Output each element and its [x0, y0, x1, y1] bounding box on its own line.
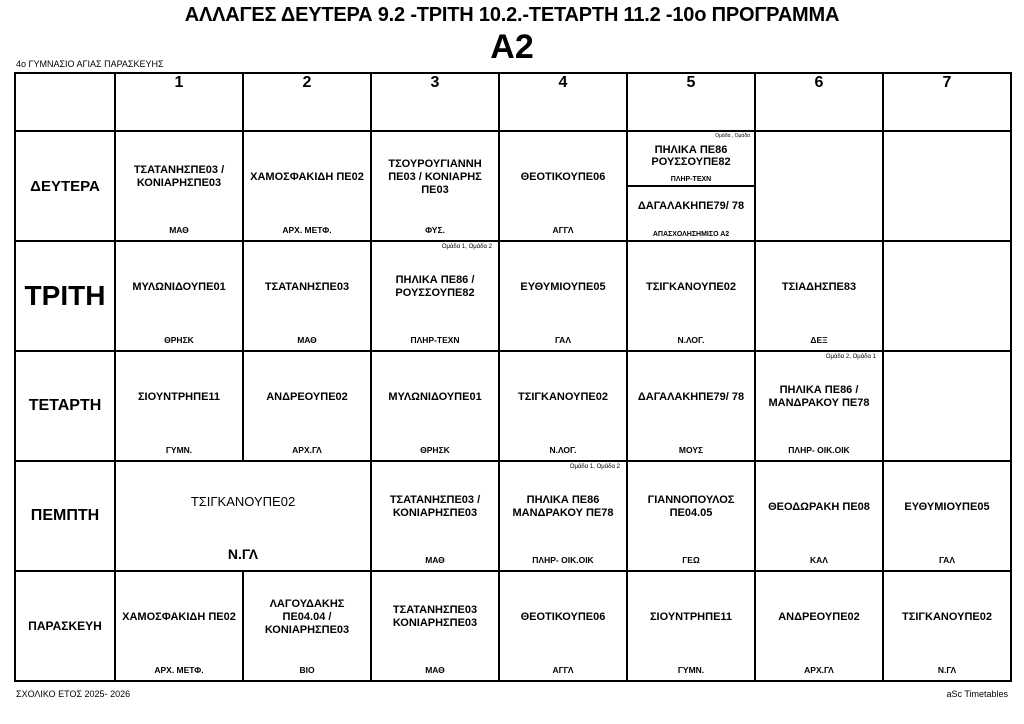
timetable [14, 72, 1012, 682]
lesson-cell [755, 241, 883, 351]
subject-name: ΑΡΧ. ΜΕΤΦ. [282, 225, 332, 235]
teacher-name: ΔΑΓΑΛΑΚΗΠΕ79/ 78 [637, 390, 745, 403]
lesson-cell [883, 461, 1011, 571]
header-row [15, 73, 1011, 131]
period-header-7: 7 [883, 73, 1011, 131]
teacher-name: ΤΣΙΓΚΑΝΟΥΠΕ02 [902, 610, 992, 623]
lesson-cell [883, 571, 1011, 681]
lesson-cell [371, 571, 499, 681]
teacher-name: ΤΣΙΓΚΑΝΟΥΠΕ02 [518, 390, 608, 403]
lesson-cell [115, 131, 243, 241]
teacher-name: ΤΣΙΓΚΑΝΟΥΠΕ02 [646, 280, 736, 293]
school-year: ΣΧΟΛΙΚΟ ΕΤΟΣ 2025- 2026 [16, 689, 131, 699]
day-label-wednesday: ΤΕΤΑΡΤΗ [15, 351, 115, 461]
teacher-name: ΧΑΜΟΣΦΑΚΙΔΗ ΠΕ02 [122, 610, 236, 623]
subject-name: ΜΟΥΣ [678, 445, 704, 455]
group-label: Ομάδα 2, Ομάδα 1 [825, 354, 876, 360]
subject-name: ΠΛΗΡ-ΤΕΧΝ [410, 335, 460, 345]
subject-name: Ν.ΓΛ [937, 665, 957, 675]
day-row-thursday [15, 461, 1011, 571]
teacher-name: ΤΣΟΥΡΟΥΓΙΑΝΝΗ ΠΕ03 / ΚΟΝΙΑΡΗΣ ΠΕ03 [388, 157, 482, 196]
empty-cell [755, 131, 883, 241]
subject-name: ΜΑΘ [425, 555, 445, 565]
class-name: Α2 [490, 28, 534, 66]
split-lesson-cell [627, 131, 755, 241]
subject-name: ΜΑΘ [425, 665, 445, 675]
lesson-cell [627, 241, 755, 351]
teacher-name: ΣΙΟΥΝΤΡΗΠΕ11 [137, 390, 221, 403]
teacher-name: ΤΣΙΑΔΗΣΠΕ83 [781, 280, 857, 293]
lesson-cell [627, 571, 755, 681]
subject-name: Ν.ΓΛ [227, 546, 259, 562]
period-header-3: 3 [371, 73, 499, 131]
subject-name: ΑΓΓΛ [552, 225, 574, 235]
lesson-cell [499, 571, 627, 681]
teacher-name: ΓΙΑΝΝΟΠΟΥΛΟΣ ΠΕ04.05 [647, 494, 735, 519]
empty-cell [883, 131, 1011, 241]
subject-name: ΘΡΗΣΚ [420, 445, 450, 455]
lesson-cell [243, 571, 371, 681]
teacher-name: ΠΗΛΙΚΑ ΠΕ86 ΜΑΝΔΡΑΚΟΥ ΠΕ78 [512, 494, 614, 519]
teacher-name: ΛΑΓΟΥΔΑΚΗΣ ΠΕ04.04 / ΚΟΝΙΑΡΗΣΠΕ03 [264, 597, 350, 636]
lesson-cell [115, 351, 243, 461]
subject-name: Ν.ΛΟΓ. [677, 335, 705, 345]
period-header-2: 2 [243, 73, 371, 131]
subject-name: ΘΡΗΣΚ [164, 335, 194, 345]
day-row-wednesday [15, 351, 1011, 461]
lesson-cell [499, 241, 627, 351]
empty-cell [883, 351, 1011, 461]
period-header-4: 4 [499, 73, 627, 131]
period-header-6: 6 [755, 73, 883, 131]
school-name: 4ο ΓΥΜΝΑΣΙΟ ΑΓΙΑΣ ΠΑΡΑΣΚΕΥΗΣ [16, 59, 164, 69]
subject-name: ΑΠΑΣΧΟΛΗΣΗΜΙΣΟ Α2 [652, 231, 730, 238]
teacher-name: ΣΙΟΥΝΤΡΗΠΕ11 [649, 610, 733, 623]
teacher-name: ΘΕΟΤΙΚΟΥΠΕ06 [520, 170, 606, 183]
lesson-cell [627, 351, 755, 461]
subject-name: ΒΙΟ [299, 665, 315, 675]
day-label-thursday: ΠΕΜΠΤΗ [15, 461, 115, 571]
lesson-cell [115, 241, 243, 351]
day-label-tuesday: ΤΡΙΤΗ [15, 241, 115, 351]
day-label-friday: ΠΑΡΑΣΚΕΥΗ [15, 571, 115, 681]
lesson-half-bottom [628, 187, 754, 240]
teacher-name: ΧΑΜΟΣΦΑΚΙΔΗ ΠΕ02 [250, 170, 364, 183]
subject-name: ΜΑΘ [169, 225, 189, 235]
teacher-name: ΕΥΘΥΜΙΟΥΠΕ05 [520, 280, 606, 293]
subject-name: ΓΕΩ [682, 555, 700, 565]
teacher-name: ΑΝΔΡΕΟΥΠΕ02 [778, 610, 860, 623]
teacher-name: ΤΣΑΤΑΝΗΣΠΕ03 [264, 280, 350, 293]
subject-name: ΑΡΧ.ΓΛ [804, 665, 834, 675]
credit-text: aSc Timetables [946, 689, 1008, 699]
day-row-tuesday [15, 241, 1011, 351]
teacher-name: ΑΝΔΡΕΟΥΠΕ02 [266, 390, 348, 403]
subject-name: ΑΡΧ. ΜΕΤΦ. [154, 665, 204, 675]
subject-name: ΜΑΘ [297, 335, 317, 345]
lesson-cell [243, 131, 371, 241]
lesson-cell [755, 571, 883, 681]
subject-name: ΠΛΗΡ- ΟΙΚ.ΟΙΚ [788, 445, 850, 455]
lesson-cell [499, 131, 627, 241]
day-label-monday: ΔΕΥΤΕΡΑ [15, 131, 115, 241]
teacher-name: ΜΥΛΩΝΙΔΟΥΠΕ01 [388, 390, 482, 403]
group-label: Ομάδα 1, Ομάδα 2 [569, 464, 620, 470]
lesson-cell [243, 241, 371, 351]
teacher-name: ΤΣΑΤΑΝΗΣΠΕ03 / ΚΟΝΙΑΡΗΣΠΕ03 [133, 164, 225, 189]
teacher-name: ΤΣΑΤΑΝΗΣΠΕ03 ΚΟΝΙΑΡΗΣΠΕ03 [392, 604, 478, 629]
teacher-name: ΤΣΙΓΚΑΝΟΥΠΕ02 [190, 493, 296, 509]
subject-name: ΠΛΗΡ-ΤΕΧΝ [670, 176, 712, 183]
lesson-cell [243, 351, 371, 461]
subject-name: ΠΛΗΡ- ΟΙΚ.ΟΙΚ [532, 555, 594, 565]
lesson-cell [371, 241, 499, 351]
lesson-cell [371, 461, 499, 571]
subject-name: ΦΥΣ. [425, 225, 445, 235]
subject-name: ΓΑΛ [939, 555, 955, 565]
group-label: Ομάδα 1, Ομάδα 2 [441, 244, 492, 250]
teacher-name: ΘΕΟΔΩΡΑΚΗ ΠΕ08 [768, 500, 870, 513]
lesson-cell-double [115, 461, 371, 571]
period-header-5: 5 [627, 73, 755, 131]
lesson-cell [115, 571, 243, 681]
day-row-monday [15, 131, 1011, 241]
lesson-cell [755, 351, 883, 461]
lesson-cell [371, 351, 499, 461]
subject-name: ΓΥΜΝ. [677, 665, 705, 675]
lesson-cell [627, 461, 755, 571]
page-title: ΑΛΛΑΓΕΣ ΔΕΥΤΕΡΑ 9.2 -ΤΡΙΤΗ 10.2.-ΤΕΤΑΡΤΗ 11.2 -10ο ΠΡΟΓΡΑΜΜΑ [184, 4, 840, 26]
subject-name: Ν.ΛΟΓ. [549, 445, 577, 455]
teacher-name: ΘΕΟΤΙΚΟΥΠΕ06 [520, 610, 606, 623]
period-header-1: 1 [115, 73, 243, 131]
lesson-cell [499, 461, 627, 571]
corner-cell [15, 73, 115, 131]
subject-name: ΓΥΜΝ. [165, 445, 193, 455]
lesson-half-top [628, 132, 754, 187]
teacher-name: ΠΗΛΙΚΑ ΠΕ86 / ΡΟΥΣΣΟΥΠΕ82 [395, 274, 475, 299]
lesson-cell [755, 461, 883, 571]
subject-name: ΑΓΓΛ [552, 665, 574, 675]
teacher-name: ΜΥΛΩΝΙΔΟΥΠΕ01 [132, 280, 226, 293]
day-row-friday [15, 571, 1011, 681]
teacher-name: ΕΥΘΥΜΙΟΥΠΕ05 [904, 500, 990, 513]
subject-name: ΔΕΞ [810, 335, 828, 345]
lesson-cell [499, 351, 627, 461]
teacher-name: ΠΗΛΙΚΑ ΠΕ86 / ΜΑΝΔΡΑΚΟΥ ΠΕ78 [768, 384, 870, 409]
subject-name: ΚΑΛ [810, 555, 828, 565]
empty-cell [883, 241, 1011, 351]
group-label: Ομάδα , Ομάδα [715, 133, 750, 139]
teacher-name: ΤΣΑΤΑΝΗΣΠΕ03 / ΚΟΝΙΑΡΗΣΠΕ03 [389, 494, 481, 519]
subject-name: ΓΑΛ [555, 335, 571, 345]
lesson-cell [371, 131, 499, 241]
subject-name: ΑΡΧ.ΓΛ [292, 445, 322, 455]
teacher-name: ΔΑΓΑΛΑΚΗΠΕ79/ 78 [637, 200, 745, 212]
teacher-name: ΠΗΛΙΚΑ ΠΕ86 ΡΟΥΣΣΟΥΠΕ82 [651, 144, 731, 168]
